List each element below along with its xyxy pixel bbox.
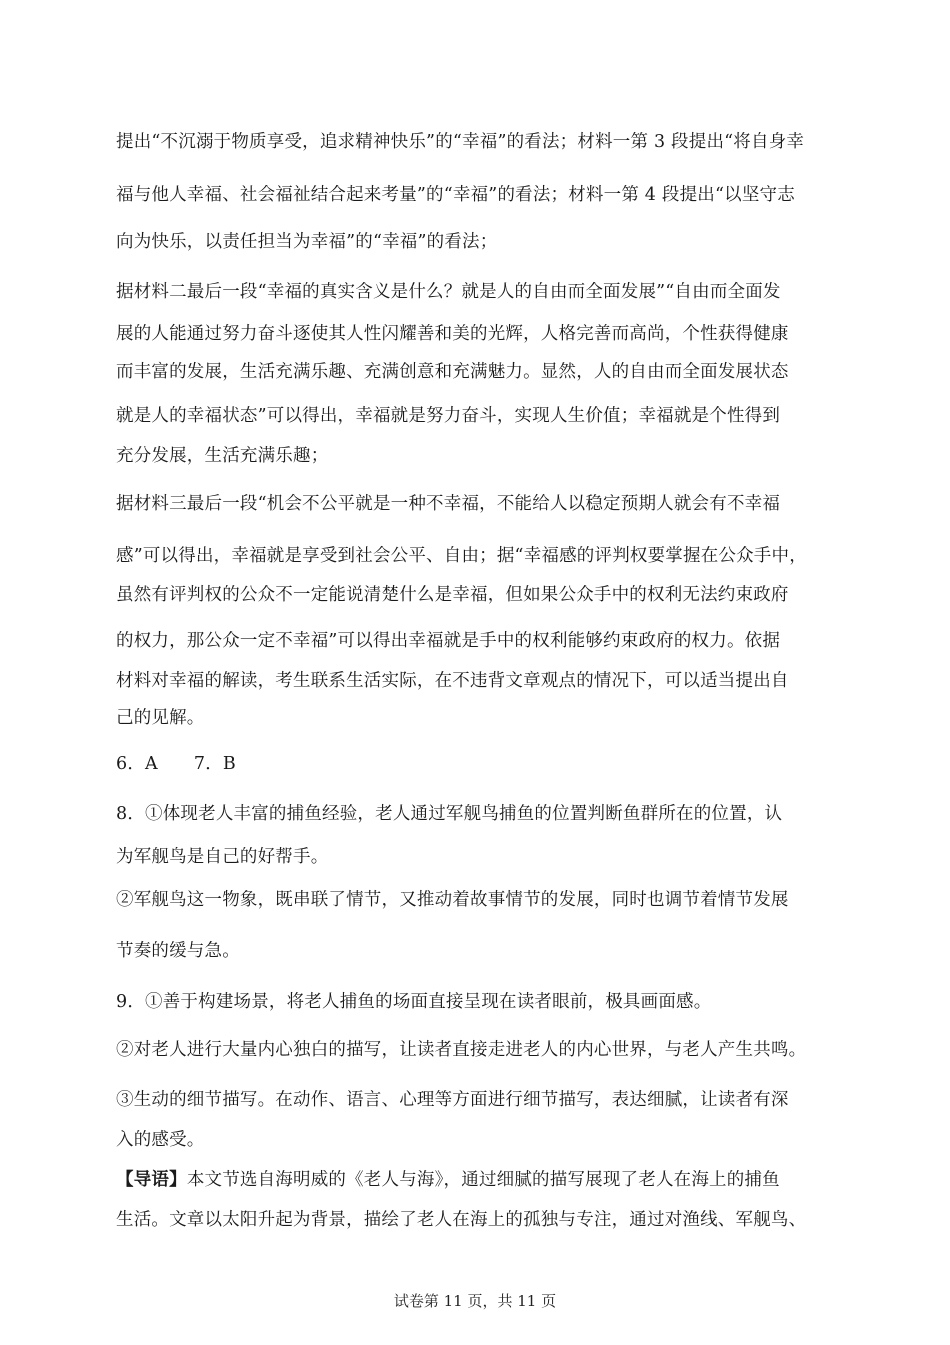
text-line: 的权力，那公众一定不幸福”可以得出幸福就是手中的权利能够约束政府的权力。依据 (116, 631, 781, 651)
q8-line: ②军舰鸟这一物象，既串联了情节，又推动着故事情节的发展，同时也调节着情节发展 (116, 890, 789, 910)
guide-text: 本文节选自海明威的《老人与海》，通过细腻的描写展现了老人在海上的捕鱼 (186, 1170, 780, 1190)
q9-line: ③生动的细节描写。在动作、语言、心理等方面进行细节描写，表达细腻，让读者有深 (116, 1090, 789, 1110)
text-line: 向为快乐，以责任担当为幸福”的“幸福”的看法； (116, 232, 498, 252)
text-line: 据材料三最后一段“机会不公平就是一种不幸福，不能给人以稳定预期人就会有不幸福 (116, 494, 781, 514)
q8-line: 节奏的缓与急。 (116, 941, 240, 961)
q9-line: 入的感受。 (116, 1130, 205, 1150)
q9-line: ②对老人进行大量内心独白的描写，让读者直接走进老人的内心世界，与老人产生共鸣。 (116, 1040, 807, 1060)
text-line: 据材料二最后一段“幸福的真实含义是什么？就是人的自由而全面发展”“自由而全面发 (116, 282, 781, 302)
q9-line: 9．①善于构建场景，将老人捕鱼的场面直接呈现在读者眼前，极具画面感。 (116, 992, 712, 1012)
answer-q7: 7．B (193, 754, 236, 774)
q8-line: 为军舰鸟是自己的好帮手。 (116, 847, 329, 867)
text-line: 提出“不沉溺于物质享受，追求精神快乐”的“幸福”的看法；材料一第 3 段提出“将自身幸 (116, 132, 805, 152)
text-line: 己的见解。 (116, 708, 205, 728)
text-line: 充分发展，生活充满乐趣； (116, 446, 329, 466)
text-line: 福与他人幸福、社会福祉结合起来考量”的“幸福”的看法；材料一第 4 段提出“以坚守志 (116, 185, 795, 205)
guide-line (116, 1166, 780, 1191)
text-line: 虽然有评判权的公众不一定能说清楚什么是幸福，但如果公众手中的权利无法约束政府 (116, 585, 789, 605)
text-line: 就是人的幸福状态”可以得出，幸福就是努力奋斗，实现人生价值；幸福就是个性得到 (116, 406, 781, 426)
text-line: 展的人能通过努力奋斗逐使其人性闪耀善和美的光辉，人格完善而高尚，个性获得健康 (116, 324, 789, 344)
text-line: 材料对幸福的解读，考生联系生活实际，在不违背文章观点的情况下，可以适当提出自 (116, 671, 789, 691)
page-footer: 试卷第 11 页，共 11 页 (393, 1292, 557, 1310)
q8-line: 8．①体现老人丰富的捕鱼经验，老人通过军舰鸟捕鱼的位置判断鱼群所在的位置，认 (116, 804, 783, 824)
answers-6-7 (116, 750, 236, 775)
text-line: 感”可以得出，幸福就是享受到社会公平、自由；据“幸福感的评判权要掌握在公众手中， (116, 546, 807, 566)
text-line: 而丰富的发展，生活充满乐趣、充满创意和充满魅力。显然，人的自由而全面发展状态 (116, 362, 789, 382)
guide-line: 生活。文章以太阳升起为背景，描绘了老人在海上的孤独与专注，通过对渔线、军舰鸟、 (116, 1210, 807, 1230)
answer-q6: 6．A (116, 754, 158, 774)
guide-tag: 【导语】 (116, 1170, 187, 1190)
